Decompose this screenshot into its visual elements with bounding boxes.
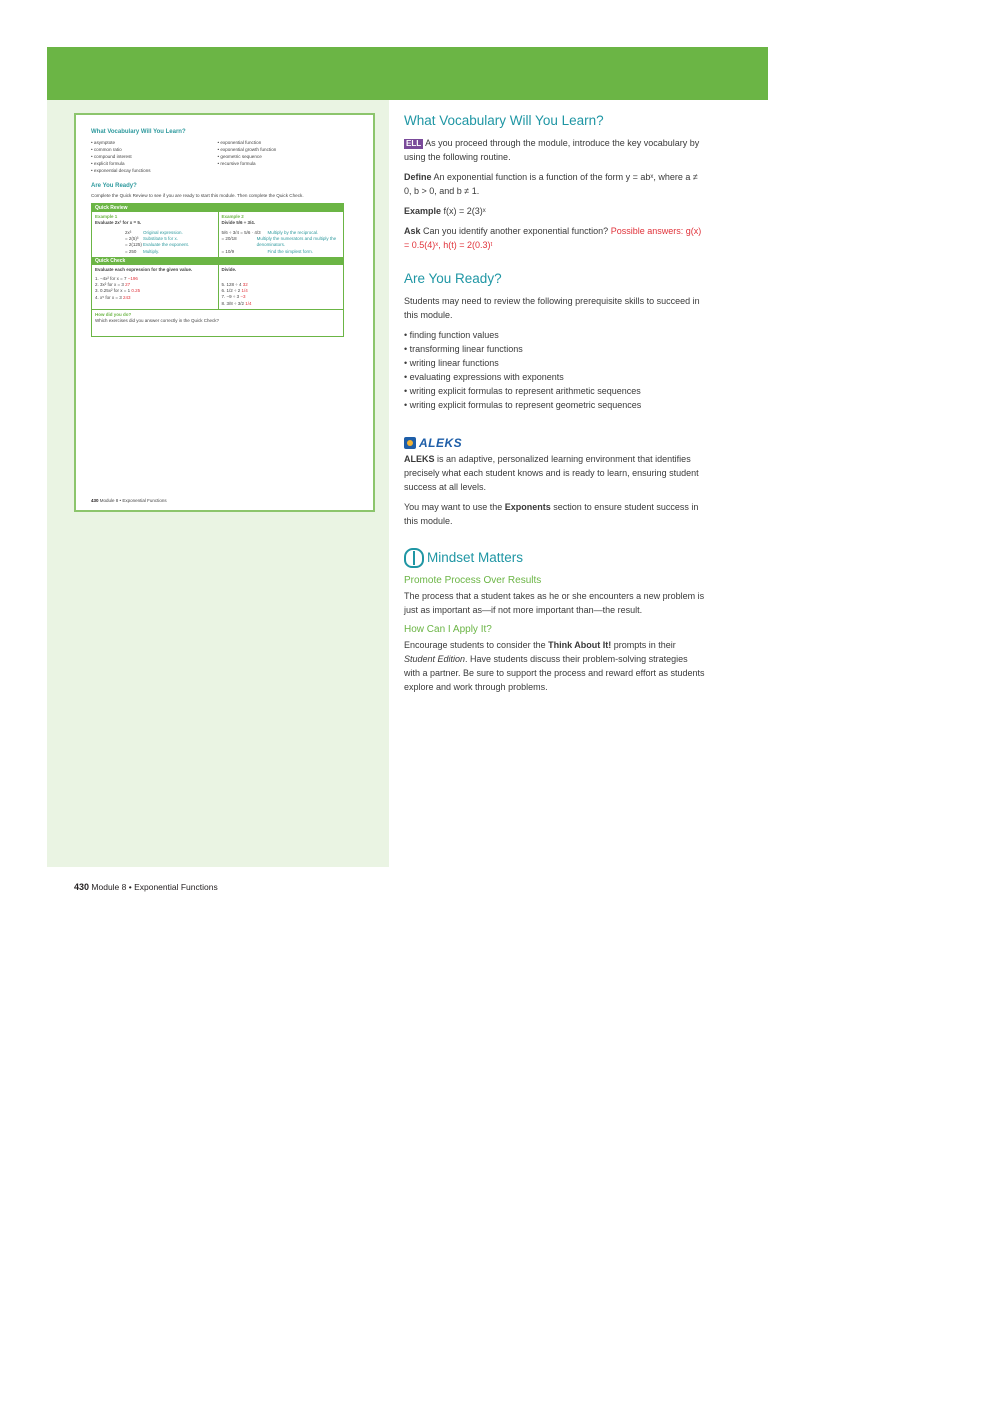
mini-vocab-heading: What Vocabulary Will You Learn? [91,129,186,135]
qc-item: 2. 3x² for x = 3 27 [95,282,131,288]
apply-text: Encourage students to consider the Think About It! prompts in their Student Edition. Have students discuss their problem-solving strategies with a partner. Be sure to support the process and reward effort as students explore and work through problems. [404,640,705,692]
qc-item: 4. x⁵ for x = 3 243 [95,294,131,300]
list-item: • transforming linear functions [404,342,706,356]
page-footer [74,882,218,892]
aleks-logo: ALEKS [404,436,706,450]
example-2-title: Divide 5/6 ÷ 3/4. [221,219,255,225]
aleks-text: ALEKS is an adaptive, personalized learning environment that identifies precisely what each student knows and is ready to learn, ensuring student success at all levels. [404,454,699,492]
ready-text: Students may need to review the following prerequisite skills to succeed in this module. [404,296,700,320]
mini-vocab-item: • exponential growth function [217,147,277,152]
define-text: Define An exponential function is a function of the form y = abˣ, where a ≠ 0, b > 0, and b ≠ 1. [404,172,698,196]
mini-vocab-item: • asymptote [91,140,116,145]
mini-page-footer: 430 Module 8 • Exponential Functions [91,498,167,503]
mini-vocab-item: • common ratio [91,147,122,152]
step-row: 2x³ Original expression. [125,229,183,235]
mini-vocab-item: • geometric sequence [217,154,262,159]
ask-text: Ask Can you identify another exponential function? Possible answers: g(x) = 0.5(4)ˣ, h(t) = 2(0.3)ᵗ [404,226,702,250]
quick-check-divide [218,265,344,309]
quick-check-header: Quick Check [92,257,343,265]
example-1-title: Evaluate 2x³ for x = 5. [95,219,142,225]
quick-review-header: Quick Review [92,204,343,212]
aleks-use-text: You may want to use the Exponents section to ensure student success in this module. [404,502,699,526]
qc-item: 5. 128 ÷ 4 32 [221,281,248,287]
vocab-heading: What Vocabulary Will You Learn? [404,113,604,128]
list-item: • writing explicit formulas to represent arithmetic sequences [404,384,706,398]
ell-routine: ELL As you proceed through the module, introduce the key vocabulary by using the following routine. [404,138,700,162]
list-item: • finding function values [404,328,706,342]
example-2-label: Example 2 [221,213,244,219]
teacher-notes [404,112,706,700]
mini-vocab-item: • exponential decay functions [91,168,151,173]
aleks-icon [404,437,416,449]
ell-badge: ELL [406,139,422,148]
example-text: Example f(x) = 2(3)ˣ [404,206,486,216]
example-1-label: Example 1 [95,213,118,219]
how-text: Which exercises did you answer correctly in the Quick Check? [95,317,220,323]
quick-check-evaluate [92,265,218,309]
qc-item: 8. 3/8 ÷ 3/2 1/4 [221,300,252,306]
mini-vocab-list [91,139,344,174]
step-row: = 2(5)³ Substitute 5 for x. [125,236,179,242]
qc-item: 7. −9 ÷ 3 −3 [221,294,246,300]
mini-ready-heading: Are You Ready? [91,183,137,189]
qc-item: 3. 0.25x² for x = 1 0.25 [95,288,141,294]
page-number: 430 [74,882,90,892]
brain-icon [404,548,424,568]
list-item: • writing linear functions [404,356,706,370]
apply-heading: How Can I Apply It? [404,624,492,635]
step-row: = 250 Multiply. [125,248,160,254]
mini-vocab-item: • compound interest [91,154,132,159]
header-band [47,47,768,100]
qc-left-title: Evaluate each expression for the given value. [95,266,193,272]
step-row: 5/6 ÷ 3/4 = 5/6 · 4/3 Multiply by the reciprocal. [221,229,319,235]
step-row: = 10/9 Find the simplest form. [221,248,314,254]
list-item: • evaluating expressions with exponents [404,370,706,384]
mini-ready-text: Complete the Quick Review to see if you are ready to start this module. Then complete the Quick Check. [91,193,304,198]
list-item: • writing explicit formulas to represent geometric sequences [404,398,706,412]
skills-list [404,328,706,412]
step-row: = 20/18 Multiply the numerators and multiply the denominators. [221,236,337,248]
mini-vocab-item: • explicit formula [91,161,125,166]
how-heading: How did you do? [95,311,132,317]
promote-text: The process that a student takes as he or she encounters a new problem is just as important as—if not more important than—the result. [404,591,705,615]
promote-heading: Promote Process Over Results [404,575,542,586]
mini-vocab-item: • exponential function [217,140,262,145]
qc-item: 6. 1/2 ÷ 2 1/4 [221,288,248,294]
mindset-header [404,548,706,568]
qc-right-title: Divide. [221,266,237,272]
example-1 [92,212,218,257]
student-edition-thumbnail [74,113,375,512]
how-did-you-do [92,309,343,336]
ready-heading: Are You Ready? [404,271,502,286]
example-2 [218,212,344,257]
mini-vocab-item: • recursive formula [217,161,256,166]
qc-item: 1. −4x² for x = 7 −196 [95,275,138,281]
quick-review-box [91,203,344,338]
footer-text: Module 8 • Exponential Functions [91,882,218,892]
mindset-heading: Mindset Matters [427,550,524,565]
step-row: = 2(125) Evaluate the exponent. [125,242,190,248]
